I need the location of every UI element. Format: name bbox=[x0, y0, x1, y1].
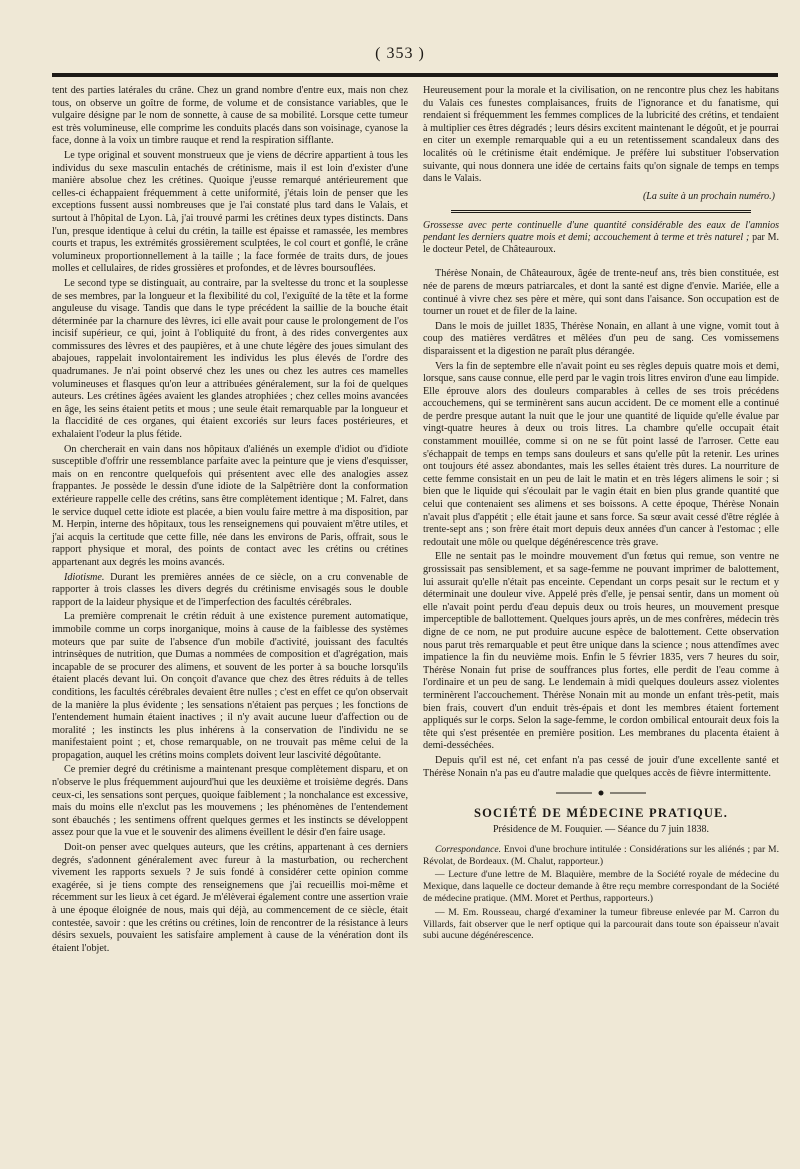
correspondance-label: Correspondance. bbox=[435, 843, 501, 855]
article-title-text: Grossesse avec perte continuelle d'une quantité considérable des eaux de l'amnios pendant les derniers quatre mois et demi; accouchement à terme et très naturel ; bbox=[423, 220, 779, 244]
idiotisme-text: Durant les premières années de ce siècle, on a cru convenable de rapporter à trois classes les divers degrés du crétinisme envisagés sous le double rapport de la laideur physique et de l'imperfection des facultés cérébrales. bbox=[52, 571, 408, 608]
paragraph: La première comprenait le crétin réduit à une existence purement automatique, immobile comme un corps inorganique, moins à cause de la faiblesse des systèmes moteurs que par suite de l'absence d'un mobile d'activité, jouissant des facultés intrinsèques de nutrition, que Dumas a nommées de composition et d'agrégation, mais incapable de se procurer des alimens, et souvent de les porter à sa bouche lorsqu'ils étaient placés devant lui. On conçoit d'avance que chez des êtres réduits à de telles conditions, les facultés cérébrales devaient être nulles ; c'est en effet ce qu'on observait de la manière la plus évidente ; les sensations n'étaient pas perçues ; les fonctions de l'entendement humain étaient inactives ; il n'y avait aucune lueur d'affection ou de moralité ; les instincts les plus inhérens à la conservation de l'individu ne se manifestaient point ; et, chose remarquable, on ne trouvait pas même celui de la propagation, auquel les crétins moins complets doivent leur lascivité dégoûtante. bbox=[52, 611, 408, 761]
list-item: — Lecture d'une lettre de M. Blaquière, membre de la Société royale de médecine du Mexique, dans laquelle ce docteur demande à être reçu membre correspondant de la Société de médecine pratique. (MM. Moret et Perthus, rapporteurs.) bbox=[423, 869, 779, 905]
correspondance-text: Envoi d'une brochure intitulée : Considérations sur les aliénés ; par M. Révolat, de Bordeaux. (M. Chalut, rapporteur.) bbox=[423, 843, 779, 867]
idiotisme-paragraph bbox=[52, 572, 408, 610]
header-rule bbox=[52, 73, 778, 77]
left-column bbox=[52, 85, 408, 957]
paragraph: tent des parties latérales du crâne. Chez un grand nombre d'entre eux, mais non chez tous, on observe un goître de forme, de volume et de consistance variables, que le vulgaire désigne par le nom de sonnette, à cause de sa mobilité. Lorsque cette tumeur est très volumineuse, elle comprime les conduits placés dans son voisinage, cyanose la face, donne à la voix un timbre rauque et rend la respiration sifflante. bbox=[52, 85, 408, 147]
idiotisme-label: Idiotisme. bbox=[64, 571, 105, 583]
paragraph: Depuis qu'il est né, cet enfant n'a pas cessé de jouir d'une excellente santé et Thérèse Nonain n'a pas eu d'autre maladie que quelques accès de fièvre intermittente. bbox=[423, 754, 779, 779]
article-author: par M. le docteur Petel, de Châteauroux. bbox=[423, 232, 779, 256]
paragraph: Heureusement pour la morale et la civilisation, on ne rencontre plus chez les habitans du Valais ces funestes complaisances, fruits de l'ignorance et du fanatisme, qui rendaient si fréquemment les femmes complices de la lubricité des crétins, et tendaient à multiplier ces êtres dégradés ; leurs désirs excitent maintenant le dégoût, et je pourrai en citer un exemple remarquable qui a eu un retentissement scandaleux dans des localités où le crétinisme était endémique. Je préfère lui substituer l'observation suivante, qui nous donnera une idée de certains faits qu'on signale de temps en temps dans le Valais. bbox=[423, 85, 779, 185]
paragraph: Le second type se distinguait, au contraire, par la sveltesse du tronc et la souplesse de ses membres, par la longueur et la flexibilité du col, l'exiguïté de la tête et la forme anguleuse du visage. Tandis que dans le type précédent la saillie de la bouche était déterminée par la charnure des lèvres, ici elle avait pour cause le prolongement de l'os incisif supérieur, ce qui, joint à l'obliquité du front, à des rides convergentes aux commissures des lèvres et des paupières, et à une chute légère des joues simulant des abajoues, rappelait involontairement les individus les plus élevés de l'ordre des quadrumanes. Je n'ai point observé chez les unes ou chez les autres ces mamelles volumineuses et flasques qu'on leur a attribuées généralement, sur la foi de quelques auteurs. Les crétines âgées avaient les glandes atrophiées ; chez celles moins avancées en âge, les seins étaient petits et mous ; une seule était remarquable par la longueur et la flaccidité de ces organes, qui étaient excoriés sur leurs faces postérieures, et exhalaient l'odeur la plus fétide. bbox=[52, 277, 408, 441]
paragraph: Le type original et souvent monstrueux que je viens de décrire appartient à tous les individus du sexe masculin entachés de crétinisme, mais il est loin d'exister d'une manière absolue chez les crétines. Quoique j'eusse remarqué antérieurement que celles-ci échappaient fréquemment à cette uniformité, j'étais loin de penser que les exceptions fussent aussi nombreuses que je l'ai constaté plus tard dans le Valais, et surtout à l'hôpital de Lyon. Là, j'ai trouvé parmi les crétines deux types distincts. Dans l'un, presque identique à celui du crétin, la taille est épaisse et ramassée, les membres courts et trapus, les extrémités grossièrement sculptées, le col court et gonflé, le crâne volumineux proportionnellement à la taille ; la face formée de traits durs, de joues molles et cellulaires, de rides grossières et profondes, et de lèvres boursouflées. bbox=[52, 149, 408, 275]
right-column bbox=[423, 85, 779, 944]
society-heading: SOCIÉTÉ DE MÉDECINE PRATIQUE. bbox=[473, 805, 729, 820]
list-item: — M. Em. Rousseau, chargé d'examiner la tumeur fibreuse enlevée par M. Carron du Villards, fait observer que le nerf optique qui la parcourait dans toute son épaisseur n'avait subi aucune dégénérescence. bbox=[423, 906, 779, 942]
paragraph: On chercherait en vain dans nos hôpitaux d'aliénés un exemple d'idiot ou d'idiote susceptible d'offrir une ressemblance parfaite avec la peinture que je viens d'esquisser, mais on en rencontre quelquefois qui présentent avec elle des analogies assez frappantes. Je possède le dessin d'une idiote de la Salpêtrière dont la conformation extérieure rappelle celle des crétins, sans être complètement identique ; M. Falret, dans le service duquel cette idiote est placée, a bien voulu faire mettre à ma disposition, par M. Herpin, interne des hôpitaux, tous les renseignemens qui pouvaient m'être utiles, et j'ai acquis la certitude que cette fille, née dans les environs de Paris, offrait, sous le rapport physique et moral, des points de contact avec les crétins ou crétines appartenant aux degrés les moins avancés. bbox=[52, 443, 408, 568]
correspondance-paragraph bbox=[423, 844, 779, 868]
page-number: ( 353 ) bbox=[375, 45, 425, 62]
paragraph: Thérèse Nonain, de Châteauroux, âgée de trente-neuf ans, très bien constituée, est née de parens de mœurs patriarcales, et dont la santé est digne d'envie. Mariée, elle a continué à vivre chez ses père et mère, qui sont dans l'aisance. Son occupation est de tourner un rouet et de filer de la laine. bbox=[423, 268, 779, 318]
paragraph: Elle ne sentait pas le moindre mouvement d'un fœtus qui remue, son ventre ne grossissait pas sensiblement, et sa sage-femme ne pouvant imprimer de balottement, lui assurait qu'elle n'était pas enceinte. Cependant un corps pesait sur le rectum et y déterminait une douleur vive. Appelé près d'elle, je pensai sentir, dans un moment où elle n'avait point perdu d'eau depuis deux ou trois heures, un mouvement presque imperceptible de ballottement. Quelques jours après, un de mes confrères, médecin très digne de ce nom, ne put produire aucune espèce de balottement. Cette observation nous parut très remarquable et peut être unique dans la science ; nous attendîmes avec impatience la fin du neuvième mois. Enfin le 5 février 1835, vers 7 heures du soir, Thérèse Nonain fut prise de souffrances plus fortes, elle perdit de l'eau comme à l'ordinaire et un peu de sang. Le lendemain à midi quelques douleurs assez violentes terminèrent l'accouchement. Thérèse Nonain mit au monde un enfant très-petit, mais bien frais, couvert d'un enduit très-épais et dont les membres étaient fortement appliqués sur le corps. Selon la sage-femme, le cordon ombilical entourait deux fois la tête qui s'est présentée en première position. Les membranes du placenta étaient à demi-desséchées. bbox=[423, 551, 779, 752]
article-title bbox=[423, 220, 779, 256]
continued-note: (La suite à un prochain numéro.) bbox=[642, 190, 775, 202]
paragraph: Ce premier degré du crétinisme a maintenant presque complètement disparu, et on n'observe le plus fréquemment aujourd'hui que les deuxième et troisième degrés. Dans ceux-ci, les sensations sont perçues, quoique faiblement ; la nonchalance est excessive, mais du moins elle n'exclut pas les mouvemens ; les phénomènes de l'entendement sont ébauchés ; les sentimens offrent quelques germes et les instincts se développent assez pour que la vue et le souvenir des alimens éveillent le désir d'en faire usage. bbox=[52, 764, 408, 839]
paragraph: Doit-on penser avec quelques auteurs, que les crétins, appartenant à ces derniers degrés, s'adonnent généralement avec fureur à la masturbation, ou recherchent vivement les rapports sexuels ? Je suis fondé à considérer cette opinion comme exagérée, si je tiens compte des renseignemens que j'ai recueillis moi-même et récemment sur les lieux à cet égard. Je m'élèverai également contre une assertion vraie à une époque éloignée de nous, mais qui déjà, au commencement de ce siècle, était contestée, savoir : que les crétins ou crétines, loin de rencontrer de la résistance à leurs désirs sexuels, pouvaient les satisfaire amplement à cause de la vénération dont ils étaient l'objet. bbox=[52, 842, 408, 954]
paragraph: Vers la fin de septembre elle n'avait point eu ses règles depuis quatre mois et demi, lorsque, sans cause connue, elle perd par le vagin trois litres environ d'une eau limpide. Elle éprouve alors des douleurs comparables à celles de ses trois précédens accouchemens, qui se terminèrent sans aucun accident. De ce moment elle a continué de perdre presque autant la nuit que le jour une quantité de liquide qu'elle évalue par vingt-quatre heures à deux ou trois litres. La chambre qu'elle occupait était constamment mouillée, comme si on ne se fût point lassé de l'arroser. Cette eau s'échappait de temps en temps sans douleurs et sans qu'elle pût la retenir. Les urines ont toujours été assez abondantes, mais les selles étaient très dures. La nourriture de cette femme consistait en un peu de lait le matin et en très légers alimens le soir ; si bien que le liquide qui s'écoulait par le vagin était en bien plus grande quantité que celui que contenaient ses alimens et ses boissons. A cette époque, Thérèse Nonain n'avait plus d'appétit ; elle était jaune et sans force. Sa sœur avait cessé d'être réglée à trente-sept ans ; son frère était mort depuis deux années d'un cancer à l'estomac ; elle redoutait une môle ou quelque dégénérescence très grave. bbox=[423, 360, 779, 548]
section-divider bbox=[451, 210, 751, 213]
presidency-line: Présidence de M. Fouquier. — Séance du 7 juin 1838. bbox=[492, 824, 710, 836]
paragraph: Dans le mois de juillet 1835, Thérèse Nonain, en allant à une vigne, vomit tout à coup des matières verdâtres et mêlées d'un peu de sang. Ces vomissemens disparaissent et la digestion ne paraît plus dérangée. bbox=[423, 320, 779, 357]
ornament-divider bbox=[423, 788, 779, 801]
ornament-icon bbox=[556, 789, 646, 797]
